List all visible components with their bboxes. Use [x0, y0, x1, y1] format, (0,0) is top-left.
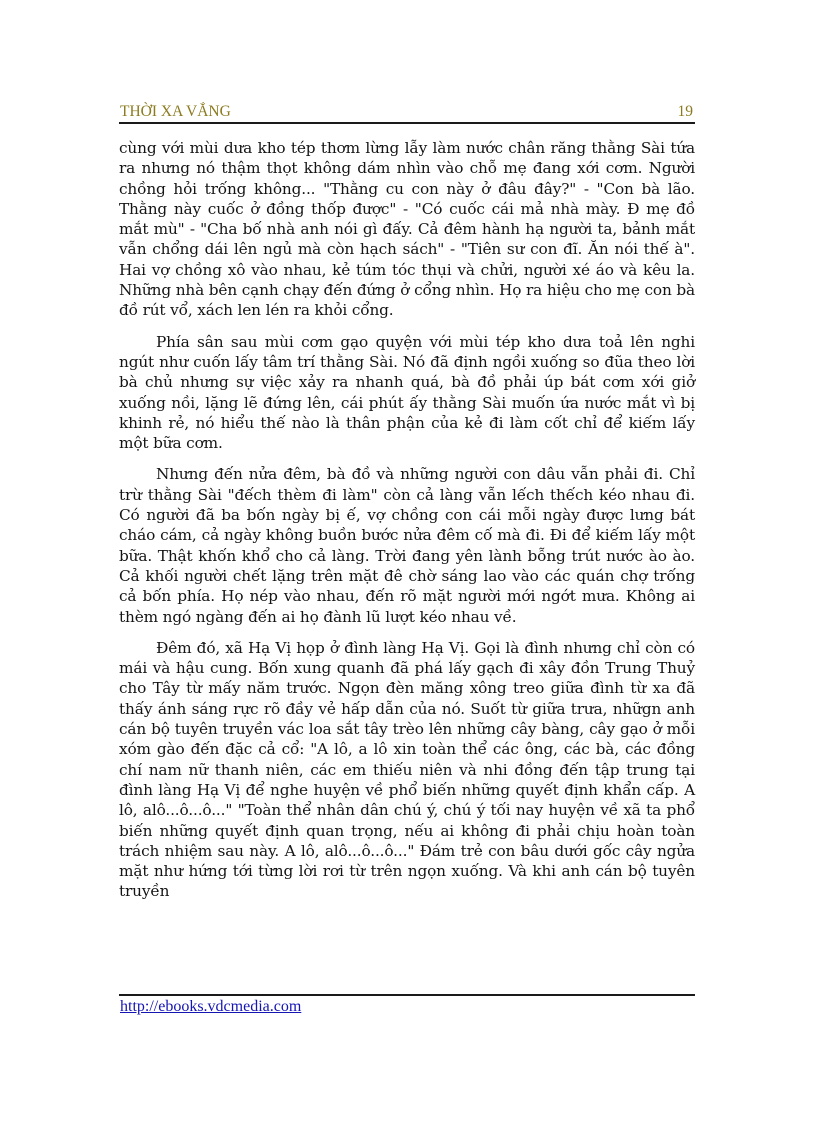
running-header	[119, 103, 695, 121]
header-divider	[119, 122, 695, 124]
footer-url-link[interactable]: http://ebooks.vdcmedia.com	[120, 998, 302, 1015]
book-title: THỜI XA VẮNG	[120, 103, 231, 120]
page-body	[119, 138, 695, 913]
paragraph-1: cùng với mùi dưa kho tép thơm lừng lẫy làm nước chân răng thằng Sài tứa ra nhưng nó thậm thọt không dám nhìn vào chỗ mẹ đang xới cơm. Người chồng hỏi trống không... "Thằng cu con này ở đâu đây?" - "Con bà lão. Thằng này cuốc ở đồng thốp được" - "Có cuốc cái mả nhà mày. Đ mẹ đồ mắt mù" - "Cha bố nhà anh nói gì đấy. Cả đêm hành hạ người ta, bảnh mắt vẫn chổng dái lên ngủ mà còn hạch sách" - "Tiên sư con đĩ. Ăn nói thế à". Hai vợ chồng xô vào nhau, kẻ túm tóc thụi và chửi, người xé áo và kêu la. Những nhà bên cạnh chạy đến đứng ở cổng nhìn. Họ ra hiệu cho mẹ con bà đồ rút vổ, xách len lén ra khỏi cổng.	[119, 139, 695, 320]
paragraph-4: Đêm đó, xã Hạ Vị họp ở đình làng Hạ Vị. Gọi là đình nhưng chỉ còn có mái và hậu cung. Bốn xung quanh đã phá lấy gạch đi xây đồn Trung Thuỷ cho Tây từ mấy năm trước. Ngọn đèn măng xông treo giữa đình từ xa đã thấy ánh sáng rực rõ đầy vẻ hấp dẫn của nó. Suốt từ giữa trưa, nhữgn anh cán bộ tuyên truyền vác loa sắt tây trèo lên những cây bàng, cây gạo ở mỗi xóm gào đến đặc cả cổ: "A lô, a lô xin toàn thể các ông, các bà, các đồng chí nam nữ thanh niên, các em thiếu niên và nhi đồng đến tập trung tại đình làng Hạ Vị để nghe huyện về phổ biến những quyết định khẩn cấp. A lô, alô...ô...ô..." "Toàn thể nhân dân chú ý, chú ý tối nay huyện về xã ta phổ biến những quyết định quan trọng, nếu ai không đi phải chịu hoàn toàn trách nhiệm sau này. A lô, alô...ô...ô..." Đám trẻ con bâu dưới gốc cây ngửa mặt như hứng tới từng lời rơi từ trên ngọn xuống. Và khi anh cán bộ tuyên truyền	[119, 638, 695, 901]
footer-divider	[119, 994, 695, 996]
paragraph-3: Nhưng đến nửa đêm, bà đồ và những người con dâu vẫn phải đi. Chỉ trừ thằng Sài "đếch thèm đi làm" còn cả làng vẫn lếch thếch kéo nhau đi. Có người đã ba bốn ngày bị ế, vợ chồng con cái mỗi ngày được lưng bát cháo cám, cả ngày không buồn bước nửa đêm cố mà đi. Đi để kiếm lấy một bữa. Thật khốn khổ cho cả làng. Trời đang yên lành bỗng trút nước ào ào. Cả khối người chết lặng trên mặt đê chờ sáng lao vào các quán chợ trống cả bốn phía. Họ nép vào nhau, đến rõ mặt người mới ngớt mưa. Không ai thèm ngó ngàng đến ai họ đành lũ lượt kéo nhau về.	[119, 465, 695, 626]
paragraph-2: Phía sân sau mùi cơm gạo quyện với mùi tép kho dưa toả lên nghi ngút như cuốn lấy tâm trí thằng Sài. Nó đã định ngồi xuống so đũa theo lời bà chủ nhưng sự việc xảy ra nhanh quá, bà đồ phải úp bát cơm xới giở xuống nồi, lặng lẽ đứng lên, cái phút ấy thằng Sài muốn ứa nước mắt vì bị khinh rẻ, nó hiểu thế nào là thân phận của kẻ đi làm cốt chỉ để kiếm lấy một bữa cơm.	[119, 332, 695, 453]
page-number: 19	[677, 103, 693, 120]
